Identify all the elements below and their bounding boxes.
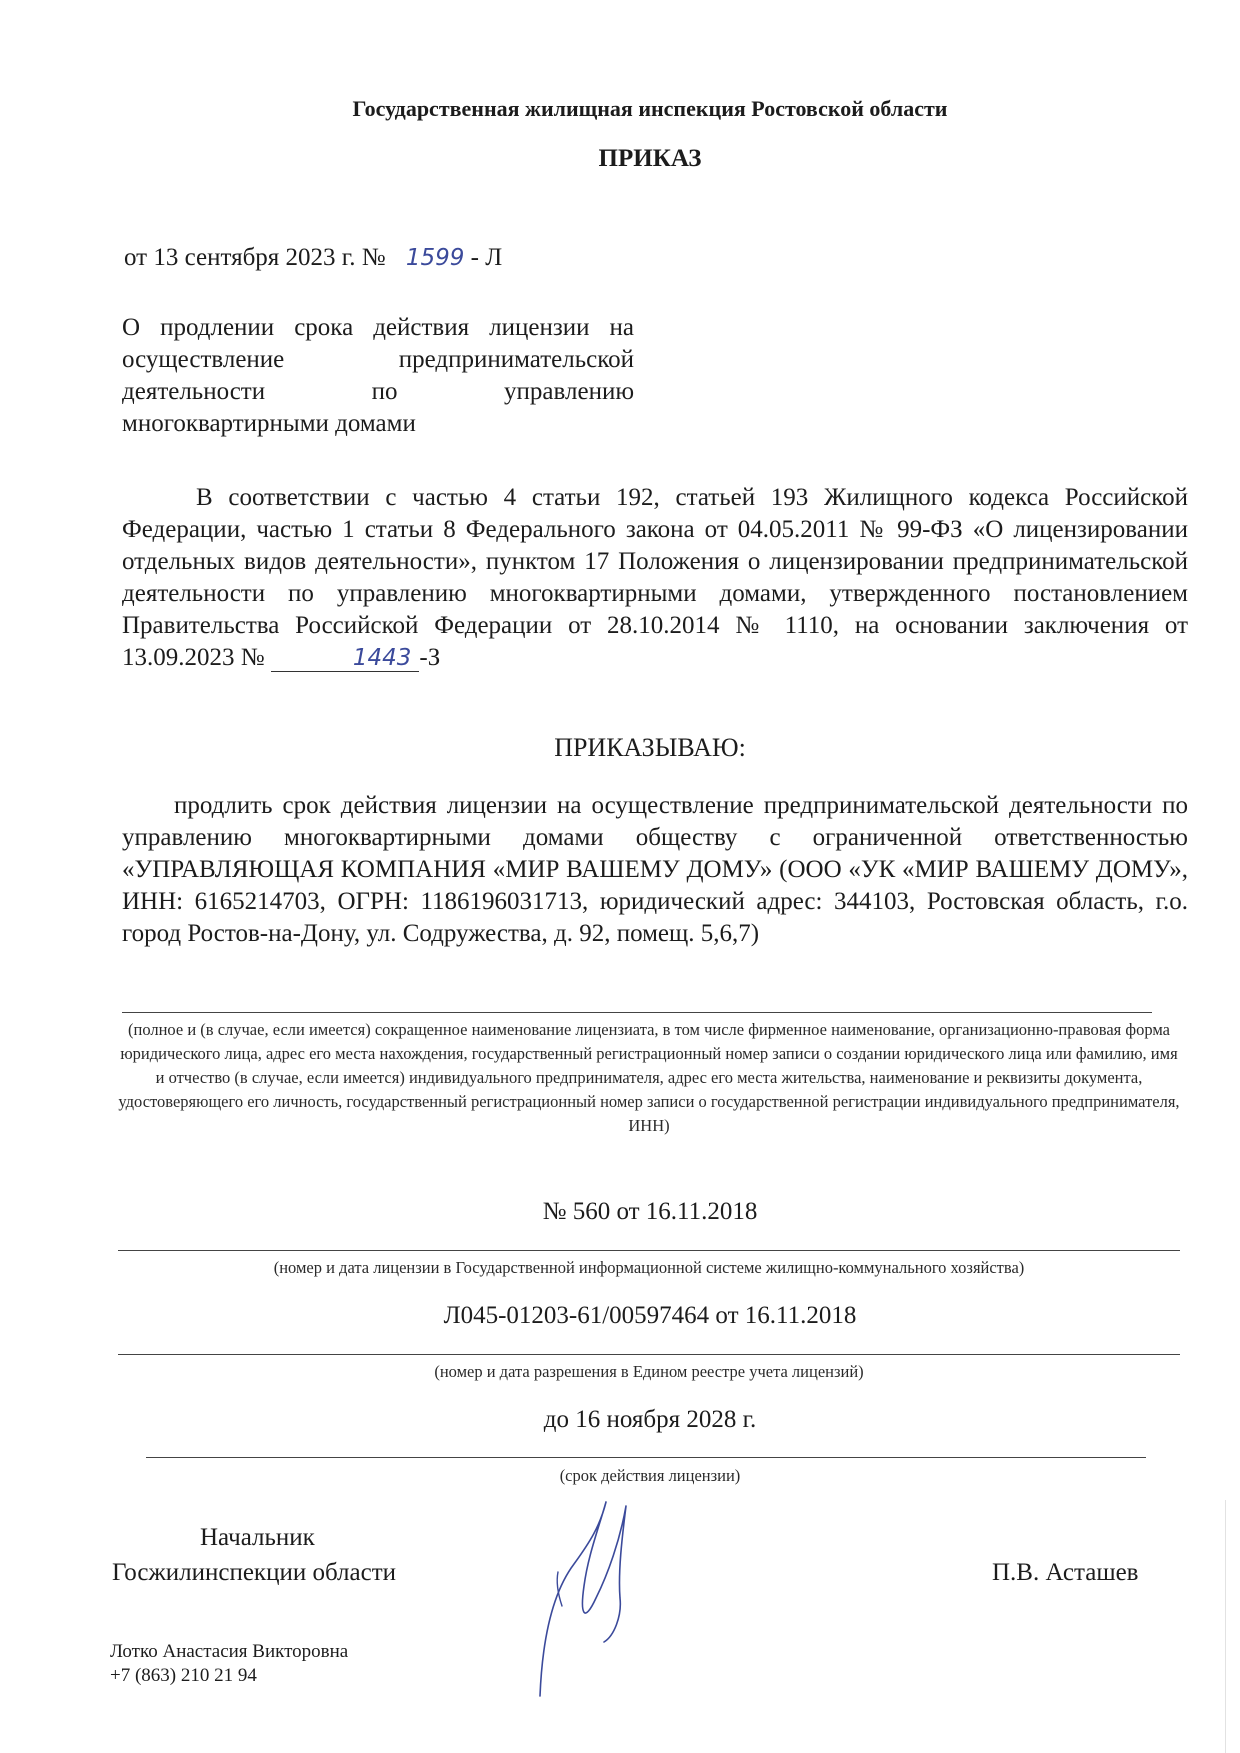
validity-note: (срок действия лицензии) <box>559 1466 741 1485</box>
license-valid-until: до 16 ноября 2028 г. <box>543 1406 757 1433</box>
signatory-position-line2: Госжилинспекции области <box>112 1559 397 1586</box>
registry-note: (номер и дата разрешения в Едином реестре учета лицензий) <box>434 1362 864 1381</box>
registry-entry: Л045-01203-61/00597464 от 16.11.2018 <box>443 1302 857 1329</box>
contact-phone: +7 (863) 210 21 94 <box>110 1665 257 1686</box>
preamble-paragraph <box>122 482 1188 674</box>
contact-name: Лотко Анастасия Викторовна <box>110 1641 349 1662</box>
resolution-paragraph: продлить срок действия лицензии на осуществление предпринимательской деятельности по управлению многоквартирными домами обществу с ограниченной ответственностью «УПРАВЛЯЮЩАЯ КОМПАНИЯ «МИР ВАШЕМУ ДОМУ» (ООО «УК «МИР ВАШЕМУ ДОМУ», ИНН: 6165214703, ОГРН: 1186196031713, юридический адрес: 344103, Ростовская область, г.о. город Ростов-на-Дону, ул. Содружества, д. 92, помещ. 5,6,7) <box>122 792 1188 947</box>
registry-underline <box>118 1354 1180 1355</box>
conclusion-suffix: -З <box>419 644 441 671</box>
handwritten-signature <box>528 1486 638 1706</box>
order-date: от 13 сентября 2023 г. № <box>124 244 386 271</box>
signatory-position-line1: Начальник <box>200 1524 315 1551</box>
order-number-handwritten: 1599 <box>405 245 465 271</box>
agency-name: Государственная жилищная инспекция Ростовской области <box>352 96 948 121</box>
signatory-name: П.В. Асташев <box>992 1559 1139 1586</box>
license-number-underline <box>118 1250 1180 1251</box>
license-number: № 560 от 16.11.2018 <box>542 1198 758 1225</box>
order-number-suffix: - Л <box>470 244 503 271</box>
contact-block <box>110 1640 348 1688</box>
conclusion-number-handwritten: 1443 <box>271 645 420 672</box>
scan-edge-shadow <box>1225 1500 1226 1753</box>
preamble-text: В соответствии с частью 4 статьи 192, статьей 193 Жилищного кодекса Российской Федерации, частью 1 статьи 8 Федерального закона от 04.05.2011 № 99-ФЗ «О лицензировании отдельных видов деятельности», пунктом 17 Положения о лицензировании предпринимательской деятельности по управлению многоквартирными домами, утвержденного постановлением Правительства Российской Федерации от 28.10.2014 № 1110, на основании заключения от 13.09.2023 № <box>122 484 1188 671</box>
validity-underline <box>146 1457 1146 1458</box>
license-number-note: (номер и дата лицензии в Государственной информационной системе жилищно-коммунального хозяйства) <box>273 1258 1025 1277</box>
document-type-title: ПРИКАЗ <box>598 145 702 172</box>
licensee-field-note: (полное и (в случае, если имеется) сокращенное наименование лицензиата, в том числе фирменное наименование, организационно-правовая форма юридического лица, адрес его места нахождения, государственный регистрационный номер записи о создании юридического лица или фамилию, имя и отчество (в случае, если имеется) индивидуального предпринимателя, адрес его места жительства, наименование и реквизиты документа, удостоверяющего его личность, государственный регистрационный номер записи о государственной регистрации индивидуального предпринимателя, ИНН) <box>118 1020 1180 1135</box>
order-subject: О продлении срока действия лицензии на осуществление предпринимательской деятельности по управлению многоквартирными домами <box>122 314 634 437</box>
licensee-underline <box>122 1012 1152 1013</box>
decree-heading: ПРИКАЗЫВАЮ: <box>554 733 746 762</box>
order-date-number-line <box>124 244 502 272</box>
